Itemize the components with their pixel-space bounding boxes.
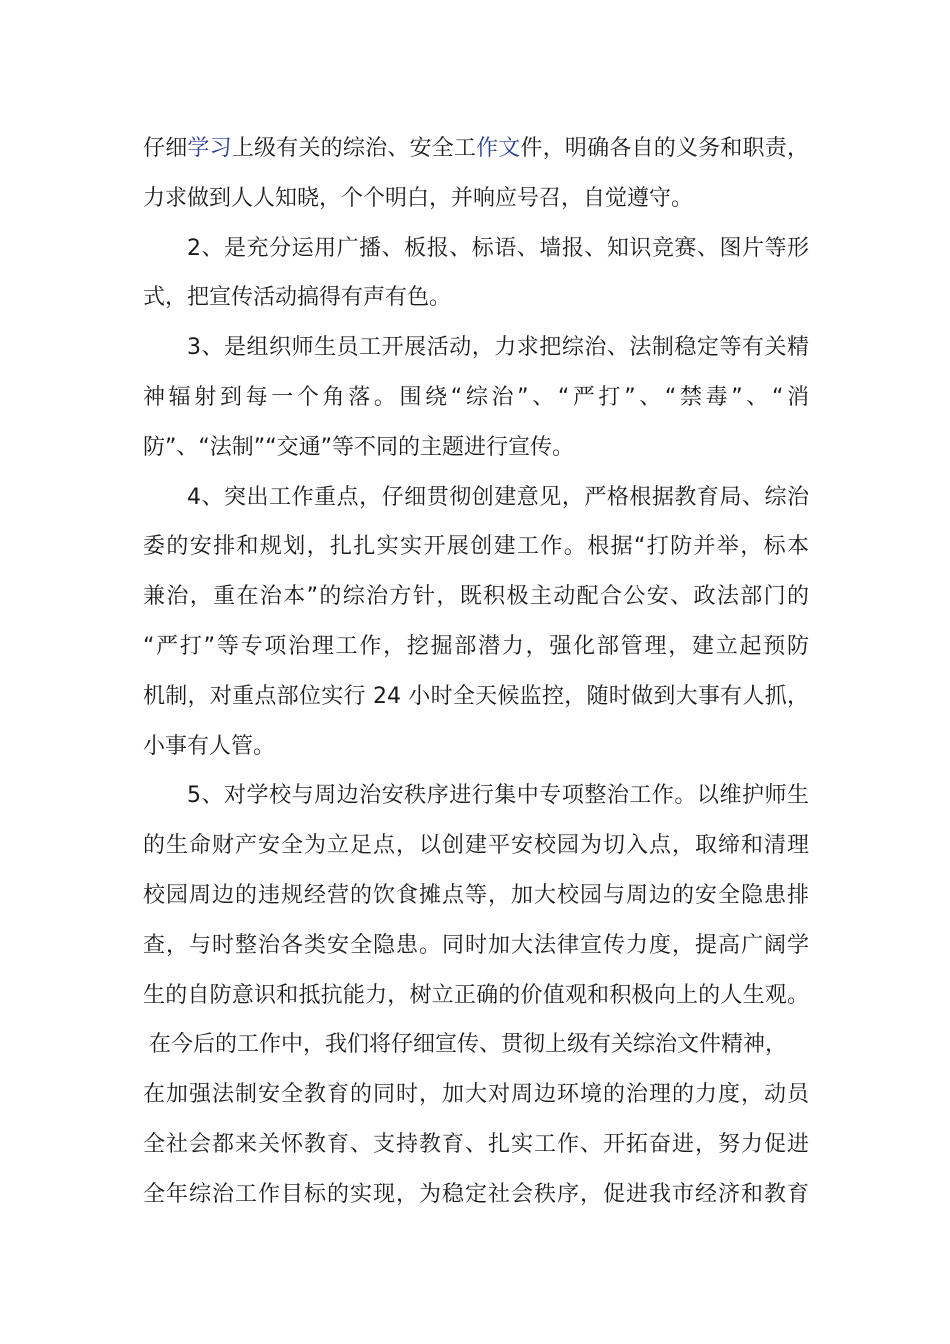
text-line: 查，与时整治各类安全隐患。同时加大法律宣传力度，提高广阔学: [143, 932, 809, 958]
text-line: 力求做到人人知晓，个个明白，并响应号召，自觉遵守。: [143, 185, 694, 211]
text-line: 2、是充分运用广播、板报、标语、墙报、知识竞赛、图片等形: [187, 235, 809, 261]
text-line: 全社会都来关怀教育、支持教育、扎实工作、开拓奋进，努力促进: [143, 1131, 809, 1157]
text-line: 4、突出工作重点，仔细贯彻创建意见，严格根据教育局、综治: [187, 484, 809, 510]
text-run: 件，明确各自的义务和职责，: [520, 136, 809, 161]
text-line: 在今后的工作中，我们将仔细宣传、贯彻上级有关综治文件精神，: [149, 1032, 788, 1058]
text-line: 3、是组织师生员工开展活动，力求把综治、法制稳定等有关精: [187, 335, 809, 361]
text-line: 生的自防意识和抵抗能力，树立正确的价值观和积极向上的人生观。: [143, 982, 809, 1008]
text-line: 在加强法制安全教育的同时，加大对周边环境的治理的力度，动员: [143, 1082, 809, 1108]
text-line: 校园周边的违规经营的饮食摊点等，加大校园与周边的安全隐患排: [143, 882, 809, 908]
text-line: 神辐射到每一个角落。围绕“综治”、“严打”、“禁毒”、“消: [143, 384, 809, 410]
text-line: 兼治，重在治本”的综治方针，既积极主动配合公安、政法部门的: [143, 584, 809, 610]
document-body: [143, 124, 809, 1220]
link-study[interactable]: 学习: [187, 136, 232, 161]
text-line: 委的安排和规划，扎扎实实开展创建工作。根据“打防并举，标本: [143, 534, 809, 560]
link-work-document[interactable]: 作文: [476, 136, 521, 161]
text-run: 仔细: [143, 136, 188, 161]
text-line: 小事有人管。: [143, 733, 276, 759]
text-line: 的生命财产安全为立足点，以创建平安校园为切入点，取缔和清理: [143, 833, 809, 859]
text-line: “严打”等专项治理工作，挖掘部潜力，强化部管理，建立起预防: [143, 633, 809, 659]
text-line: 5、对学校与周边治安秩序进行集中专项整治工作。以维护师生: [187, 783, 809, 809]
text-line: 机制，对重点部位实行 24 小时全天候监控，随时做到大事有人抓，: [143, 683, 809, 709]
text-line: 防”、“法制”“交通”等不同的主题进行宣传。: [143, 434, 574, 460]
text-line: [143, 124, 809, 174]
text-line: 全年综治工作目标的实现，为稳定社会秩序，促进我市经济和教育: [143, 1181, 809, 1207]
text-line: 式，把宣传活动搞得有声有色。: [143, 285, 452, 311]
text-run: 上级有关的综治、安全工: [231, 136, 477, 161]
